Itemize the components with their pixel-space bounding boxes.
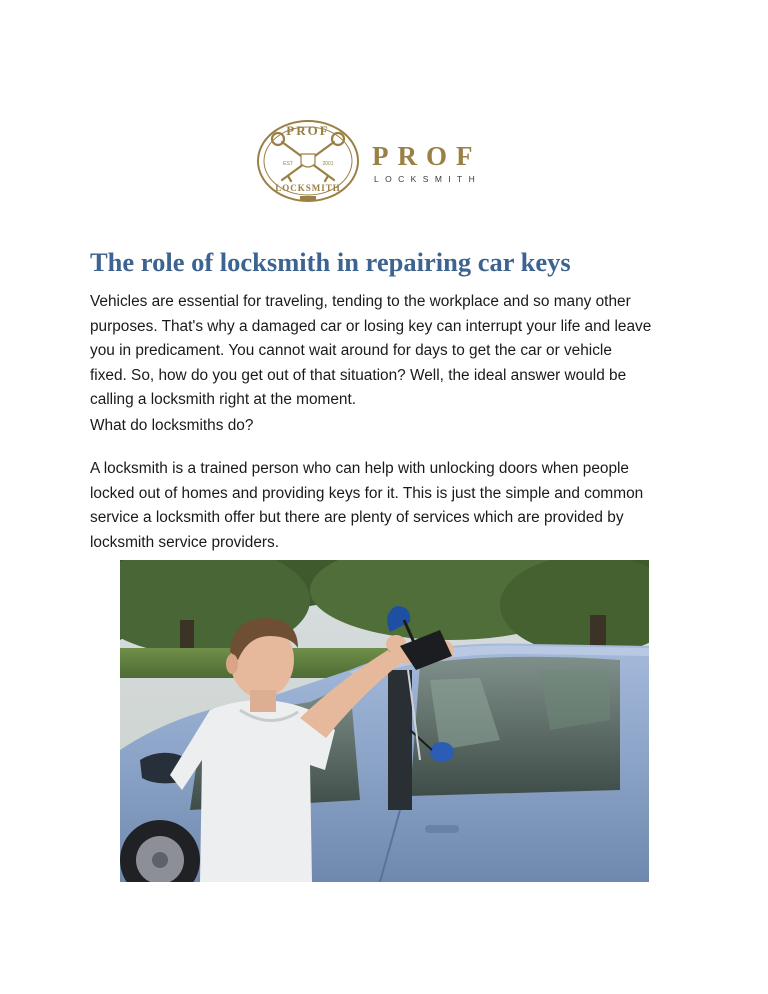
question-heading: What do locksmiths do? — [90, 417, 254, 434]
article-title: The role of locksmith in repairing car keys — [90, 247, 571, 277]
prof-locksmith-logo — [254, 118, 514, 204]
paragraph-line: fixed. So, how do you get out of that situation? Well, the ideal answer would be — [90, 366, 627, 384]
emblem-right-text: 2001 — [322, 161, 334, 167]
paragraph-line: locksmith service providers. — [90, 533, 280, 551]
emblem-top-text: PROF — [286, 123, 330, 138]
paragraph-line: purposes. That's why a damaged car or losing key can interrupt your life and leave — [90, 317, 652, 335]
locksmith-car-photo — [120, 560, 649, 882]
paragraph-line: service a locksmith offer but there are plenty of services which are provided by — [90, 509, 624, 527]
photo-illustration — [120, 560, 649, 882]
emblem-left-text: EST — [283, 161, 293, 167]
locksmith-description-paragraph — [90, 457, 643, 555]
paragraph-line: Vehicles are essential for traveling, tending to the workplace and so many other — [90, 293, 631, 310]
paragraph-line: locked out of homes and providing keys for it. This is just the simple and common — [90, 484, 644, 502]
paragraph-line: you in predicament. You cannot wait around for days to get the car or vehicle — [90, 342, 612, 360]
logo-wordmark — [372, 142, 482, 184]
emblem-bottom-text: LOCKSMITH — [275, 183, 341, 193]
paragraph-line: A locksmith is a trained person who can help with unlocking doors when people — [90, 460, 629, 477]
intro-paragraph — [90, 290, 651, 413]
logo-subtitle: LOCKSMITH — [374, 174, 482, 184]
paragraph-line: calling a locksmith right at the moment. — [90, 391, 357, 409]
locksmith-emblem-icon — [254, 118, 362, 204]
logo-brand-name: PROF — [372, 141, 482, 171]
